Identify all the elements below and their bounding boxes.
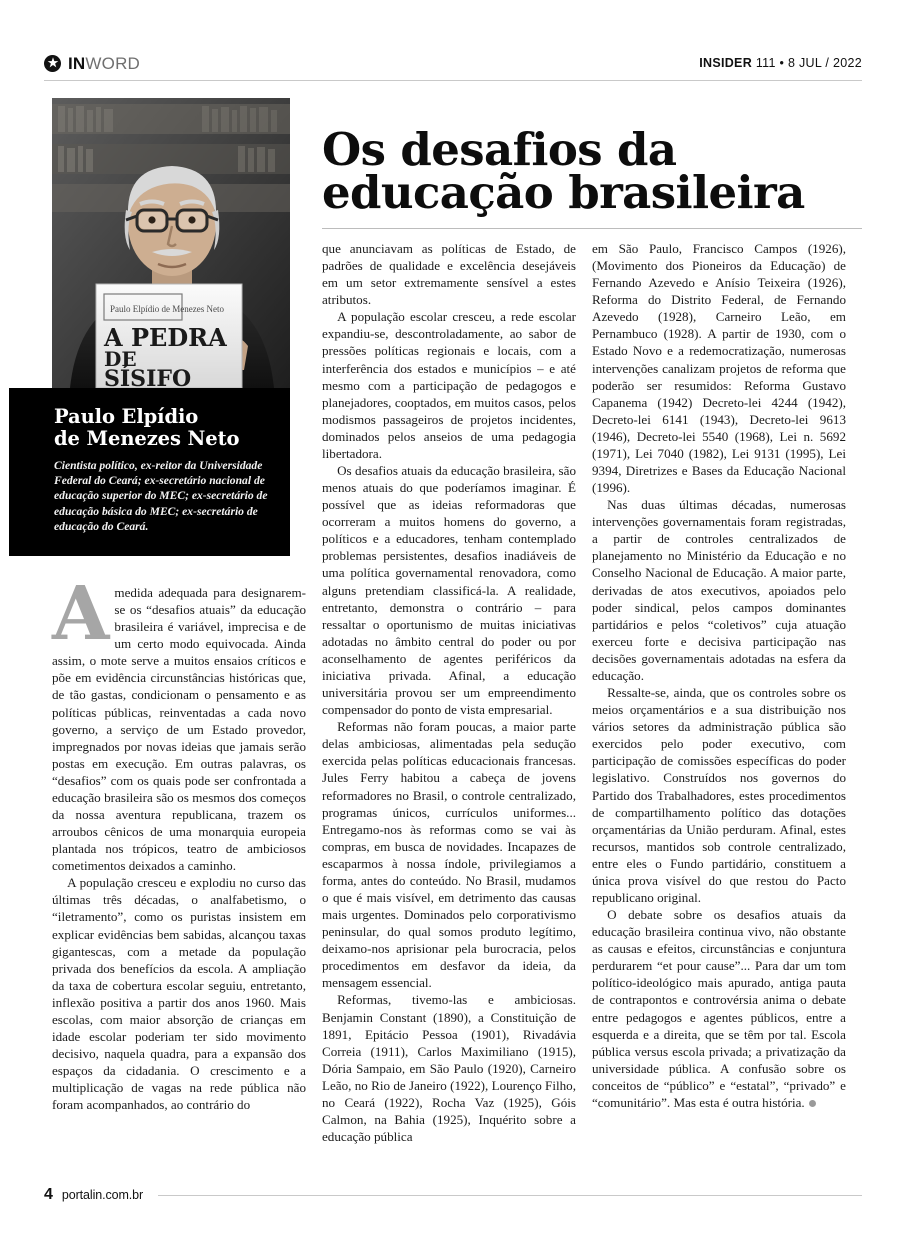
paragraph: Nas duas últimas décadas, numerosas intervenções governamentais foram registradas, a partir de controles centralizados de planejamento no Ministério da Educação e no Conselho Nacional de Educação. A maior parte, derivadas de atos executivos, apoiados pelo poder sindical, pelos campos dominantes partidários e pelos “coletivos” cuja atuação exerceu forte e decisiva participação nas decisões governamentais adotadas na esfera da educação. — [592, 497, 846, 683]
body-column-2 — [322, 240, 576, 1145]
brand-wordmark-thin: WORD — [85, 53, 141, 73]
author-name-line-2: de Menezes Neto — [54, 426, 240, 450]
body-column-3 — [592, 240, 846, 1111]
paragraph: em São Paulo, Francisco Campos (1926), (Movimento dos Pioneiros da Educação) de Fernando Azevedo e Anísio Teixeira (1926), Reforma do Distrito Federal, de Fernando Azevedo (1928), Carneiro Leão, em Pernambuco (1928). A partir de 1930, com o Estado Novo e a redemocratização, numerosas intervenções canalizam projetos de reforma que poderão ser resumidos: Reforma Gustavo Capanema (1942) Decreto-lei 4244 (1942), Decreto-lei 6141 (1943), Decreto-lei 9613 (1946), Decreto-lei 5540 (1968), Lei n. 5692 (1971), Lei 7040 (1982), Lei 9131 (1995), Lei 9394, Diretrizes e Bases da Educação Nacional (1996). — [592, 241, 846, 496]
brand-wordmark — [68, 55, 140, 72]
svg-text:DE: DE — [104, 347, 137, 371]
page-footer — [44, 1186, 862, 1204]
paragraph: Reformas, tivemo-las e ambiciosas. Benjamin Constant (1890), a Constituição de 1891, Epitácio Pessoa (1901), Rivadávia Correia (1911), Carlos Maximiliano (1915), Dória Sampaio, em São Paulo (1920), Carneiro Leão, no Rio de Janeiro (1922), Lourenço Filho, no Ceará (1922), Rocha Vaz (1925), Góis Calmon, na Bahia (1925), Inquérito sobre a educação pública — [322, 992, 576, 1145]
paragraph: A população cresceu e explodiu no curso das últimas três décadas, o analfabetismo, o “iletramento”, como os puristas insistem em explicar evidências bem sabidas, alcançou taxas gigantescas, com a metade da população privada dos benefícios da escola. A ampliação da taxa de cobertura escolar seguiu, entretanto, inflexão positiva a partir dos anos 1960. Mais escolas, com maior absorção de crianças em idade escolar poderiam ter sido movimento decisivo, naquela quadra, para a expansão dos espaços da cidadania. O crescimento e a multiplicação de vagas na rede pública não foram acompanhados, ao contrário do — [52, 875, 306, 1113]
footer-divider — [158, 1195, 862, 1196]
author-name — [54, 406, 272, 450]
website-url[interactable]: portalin.com.br — [61, 1188, 144, 1202]
author-photo — [52, 98, 290, 388]
paragraph: A população escolar cresceu, a rede escolar expandiu-se, descontroladamente, ao sabor de pressões políticas regionais e locais, com a interferência dos estados e municípios – e até mesmo com a participação de pedagogos e planejadores, cooptados, em muitos casos, pelos modismos passageiros de projetos incidentes, dominados pelos anseios de uma pedagogia libertadora. — [322, 309, 576, 461]
author-name-line-1: Paulo Elpídio — [54, 405, 199, 428]
issue-separator: • — [779, 56, 785, 70]
masthead — [44, 48, 862, 78]
issue-label: INSIDER — [699, 56, 753, 70]
page-number: 4 — [44, 1186, 53, 1203]
paragraph — [52, 571, 306, 874]
paragraph-text: medida adequada para designarem-se os “desafios atuais” da educação brasileira é variável, imprecisa e de um certo modo equivocada. Ainda assim, o mote serve a muitos ensaios críticos e põe em evidência circunstâncias históricas que, de tão gastas, condicionam o pensamento e as políticas públicas, reinventadas a cada novo governo, a serviço de um Estado provedor, impregnados por novas ideias que jamais serão postas em execução. Em outras palavras, os “desafios” com os quais pode ser confrontada a educação brasileira são os mesmos dos começos da nossa aventura republicana, trazem os arroubos cênicos de uma monarquia europeia plantada nos trópicos, teatro de ambiciosos cometimentos deixados a caminho. — [52, 585, 306, 874]
svg-text:A PEDRA: A PEDRA — [104, 323, 227, 352]
svg-text:Paulo Elpídio de Menezes Neto: Paulo Elpídio de Menezes Neto — [110, 304, 224, 314]
issue-date: 8 JUL / 2022 — [787, 56, 862, 70]
paragraph: que anunciavam as políticas de Estado, de padrões de qualidade e excelência desejáveis em um setor extremamente sensível a estes atributos. — [322, 241, 576, 308]
issue-line — [699, 56, 862, 70]
page-title-line-1: Os desafios da — [322, 123, 677, 177]
author-block — [9, 388, 290, 556]
header-divider — [44, 80, 862, 81]
paragraph-last — [592, 906, 846, 1111]
page-title-line-2: educação brasileira — [322, 166, 805, 220]
page-title — [322, 123, 862, 220]
paragraph: Os desafios atuais da educação brasileira, são menos atuais do que poderíamos imaginar. É possível que as ideias reformadoras que ocorreram a muitos homens do governo, a políticos e a educadores, tenham contemplado problemas persistentes, desafios inadiáveis de uma política governamental renovadora, como alguns pretendiam classificá-la. A realidade, entretanto, demonstra o contrário – para ressaltar o oportunismo de muitas iniciativas adotadas no âmbito central do poder ou por aconselhamento de agentes periféricos da iniciativa privada. Afinal, a educação universitária provou ser um empreendimento compensador do ponto de vista empresarial. — [322, 463, 576, 718]
star-badge-icon — [44, 55, 61, 72]
paragraph: Ressalte-se, ainda, que os controles sobre os meios orçamentários e a sua distribuição nos vários setores da administração pública são exercidos pelo poder executivo, com participação de comissões específicas do poder legislativo. Construídos nos governos do Partido dos Trabalhadores, estes procedimentos de compartilhamento político das dotações orçamentárias da União perduram. Afinal, estes recursos, mantidos sob controle centralizado, entre eles o Fundo partidário, constituem a única prova visível do que restou do Pacto republicano original. — [592, 685, 846, 905]
held-book — [96, 284, 242, 388]
end-mark-icon — [809, 1100, 816, 1107]
issue-number: 111 — [755, 56, 776, 70]
body-column-1 — [52, 571, 306, 1113]
brand-logo[interactable] — [44, 55, 140, 72]
brand-wordmark-bold: IN — [68, 53, 86, 73]
author-bio: Cientista político, ex-reitor da Universidade Federal do Ceará; ex-secretário nacional de educação superior do MEC; ex-secretário de educação básica do MEC; ex-secretário de educação do Ceará. — [54, 458, 268, 534]
title-divider — [322, 228, 862, 229]
svg-text:SÍSIFO: SÍSIFO — [104, 366, 192, 388]
paragraph: Reformas não foram poucas, a maior parte delas ambiciosas, alimentadas pela sedução exercida pelas políticas educacionais francesas. Jules Ferry habitou a cabeça de jovens reformadores no Brasil, o controle centralizado, programas únicos, currículos uniformes... Entregamo-nos às reformas como se vai às compras, em busca de novidades. Incapazes de escaparmos à nossa índole, privilegiamos a forma, antes do conteúdo. No Brasil, mudamos o que é mais visível, em detrimento das causas mais urgentes. Dominados pelo corporativismo peninsular, do qual somos produto legítimo, deixamo-nos aprisionar pela burocracia, pelos procedimentos em desfavor da ideia, da mensagem essencial. — [322, 719, 576, 991]
paragraph-text: O debate sobre os desafios atuais da educação brasileira continua vivo, não obstante as causas e efeitos, circunstâncias e conjuntura perdurarem “et pour cause”... Para dar um tom político-ideológico mais apurado, antiga pauta de contrapontos e controvérsia anima o debate entre pedagogos e agentes públicos, entre a esquerda e a direita, que se têm por tal. Escola pública versus escola privada; a privatização da universidade pública. A confusão sobre os conceitos de “público” e “estatal”, “privado” e “comunitário”. Mas esta é outra história. — [592, 907, 846, 1110]
drop-cap: A — [52, 571, 110, 657]
